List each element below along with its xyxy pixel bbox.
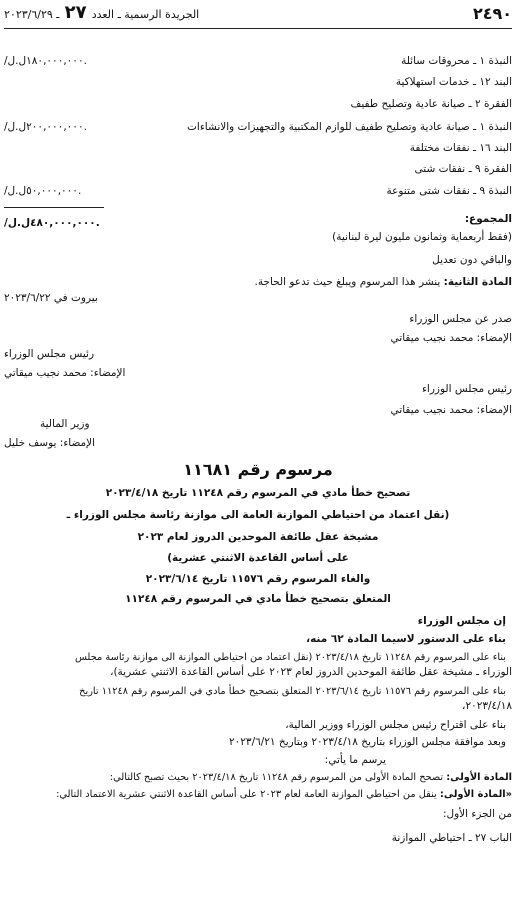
budget-line-label: الفقرة ٩ ـ نفقات شتى bbox=[414, 163, 512, 175]
decree-subject-1: تصحيح خطأ مادي في المرسوم رقم ١١٢٤٨ تاريخ ٢٠٢٣/٤/١٨ bbox=[105, 487, 411, 499]
article-1-quoted bbox=[56, 788, 512, 801]
finance-minister-title: وزير المالية bbox=[40, 418, 90, 430]
part-one: من الجزء الأول: bbox=[442, 808, 512, 820]
budget-line-label: البند ١٦ ـ نفقات مختلفة bbox=[409, 142, 512, 154]
pm-signature-right: الإمضاء: محمد نجيب ميقاتي bbox=[390, 404, 512, 416]
place-date: بيروت في ٢٠٢٣/٦/٢٢ bbox=[4, 292, 98, 304]
header-rule bbox=[4, 28, 512, 29]
gazette-title: الجريدة الرسمية ـ العدد bbox=[91, 8, 200, 21]
budget-line-amount: /٢٠٠,٠٠٠,٠٠٠ل.ل. bbox=[4, 121, 87, 133]
decree-subject-5: والغاء المرسوم رقم ١١٥٧٦ تاريخ ٢٠٢٣/٦/١٤ bbox=[145, 573, 371, 585]
total-rule bbox=[4, 207, 104, 208]
budget-line-amount: /٥٠,٠٠٠,٠٠٠ل.ل. bbox=[4, 185, 82, 197]
article-2-label: المادة الثانية: bbox=[443, 276, 512, 288]
total-amount: /٤٨٠,٠٠٠,٠٠٠ل.ل. bbox=[4, 217, 100, 229]
authority: إن مجلس الوزراء bbox=[417, 615, 506, 627]
finance-minister-signature: الإمضاء: يوسف خليل bbox=[4, 437, 96, 449]
basis-constitution: بناء على الدستور لاسيما المادة ٦٢ منه، bbox=[306, 633, 506, 645]
budget-line-label: البند ١٢ ـ خدمات استهلاكية bbox=[395, 76, 512, 88]
issue-number: ٢٧ bbox=[64, 2, 87, 23]
basis-approval: وبعد موافقة مجلس الوزراء بتاريخ ٢٠٢٣/٤/١٨ وبتاريخ ٢٠٢٣/٦/٢١ bbox=[229, 736, 506, 748]
budget-line-amount: /١٨٠,٠٠٠,٠٠٠ل.ل. bbox=[4, 55, 87, 67]
gazette-header bbox=[4, 2, 199, 23]
issue-date: ـ ٢٠٢٣/٦/٢٩ bbox=[4, 8, 60, 21]
basis-proposal: بناء على اقتراح رئيس مجلس الوزراء ووزير المالية، bbox=[285, 719, 506, 731]
basis-decree-11248-cont: الوزراء ـ مشيخة عقل طائفة الموحدين الدروز لعام ٢٠٢٣ على أساس القاعدة الاثنتي عشرية)، bbox=[110, 666, 512, 678]
decree-title: مرسوم رقم ١١٦٨١ bbox=[183, 460, 333, 479]
chapter-27: الباب ٢٧ ـ احتياطي الموازنة bbox=[391, 832, 512, 844]
budget-line-label: النبذة ١ ـ محروقات سائلة bbox=[401, 55, 512, 67]
article-1-quoted-text: ينقل من احتياطي الموازنة العامة لعام ٢٠٢٣ على أساس القاعدة الاثنتي عشرية الاعتماد التالي: bbox=[56, 789, 437, 800]
decrees-following: يرسم ما يأتي: bbox=[324, 754, 386, 766]
budget-line-label: النبذة ٩ ـ نفقات شتى متنوعة bbox=[386, 185, 512, 197]
article-1-label: المادة الأولى: bbox=[446, 772, 512, 783]
decree-subject-3: مشيخة عقل طائفة الموحدين الدروز لعام ٢٠٢٣ bbox=[137, 531, 379, 543]
decree-subject-6: المتعلق بتصحيح خطأ مادي في المرسوم رقم ١١٢٤٨ bbox=[125, 593, 391, 605]
article-1-quoted-label: «المادة الأولى: bbox=[439, 789, 512, 800]
article-1 bbox=[110, 771, 512, 784]
total-in-words: (فقط أربعماية وثمانون مليون ليرة لبنانية) bbox=[332, 231, 512, 243]
total-label: المجموع: bbox=[464, 213, 512, 225]
pm-title-right: رئيس مجلس الوزراء bbox=[421, 383, 512, 395]
budget-line-label: الفقرة ٢ ـ صيانة عادية وتصليح طفيف bbox=[350, 98, 512, 110]
article-2-text: ينشر هذا المرسوم ويبلغ حيث تدعو الحاجة. bbox=[254, 276, 441, 288]
article-1-text: تصحح المادة الأولى من المرسوم رقم ١١٢٤٨ تاريخ ٢٠٢٣/٤/١٨ بحيث تصبح كالتالي: bbox=[109, 772, 444, 783]
basis-decree-11248: بناء على المرسوم رقم ١١٢٤٨ تاريخ ٢٠٢٣/٤/١٨ (نقل اعتماد من احتياطي الموازنة الى موازنة رئاسة مجلس bbox=[74, 652, 506, 663]
pm-title-left: رئيس مجلس الوزراء bbox=[4, 348, 95, 360]
budget-line-label: النبذة ١ ـ صيانة عادية وتصليح طفيف للوازم المكتبية والتجهيزات والانشاءات bbox=[187, 121, 512, 133]
basis-decree-11576: بناء على المرسوم رقم ١١٥٧٦ تاريخ ٢٠٢٣/٦/١٤ المتعلق بتصحيح خطأ مادي في المرسوم رقم ١١٢٤٨ تاريخ bbox=[79, 686, 506, 697]
issued-by: صدر عن مجلس الوزراء bbox=[409, 313, 512, 325]
signature-pm: الإمضاء: محمد نجيب ميقاتي bbox=[390, 332, 512, 344]
page-number: ٢٤٩٠ bbox=[472, 4, 512, 23]
rest-unchanged: والباقي دون تعديل bbox=[432, 254, 512, 266]
basis-decree-11576-cont: ٢٠٢٣/٤/١٨، bbox=[462, 700, 512, 712]
decree-subject-2: (نقل اعتماد من احتياطي الموازنة العامة الى موازنة رئاسة مجلس الوزراء ـ bbox=[66, 509, 450, 521]
pm-signature-left: الإمضاء: محمد نجيب ميقاتي bbox=[4, 367, 126, 379]
decree-subject-4: على أساس القاعدة الاثنتي عشرية) bbox=[167, 552, 349, 564]
article-2 bbox=[254, 276, 512, 289]
